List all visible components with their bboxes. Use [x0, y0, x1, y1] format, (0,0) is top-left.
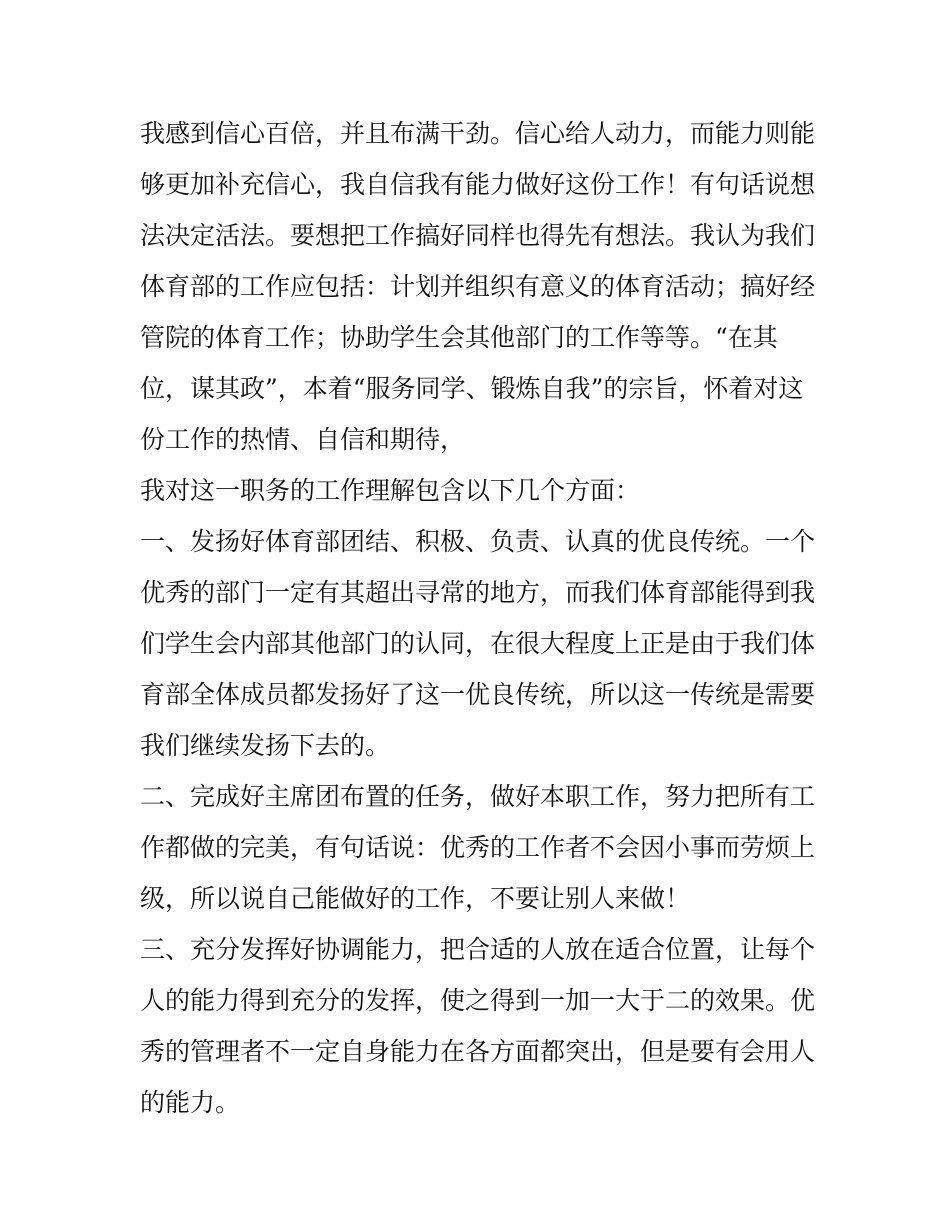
text-line: 二、完成好主席团布置的任务，做好本职工作，努力把所有工 [140, 782, 816, 811]
text-line: 体育部的工作应包括：计划并组织有意义的体育活动；搞好经 [140, 272, 816, 301]
text-line: 我对这一职务的工作理解包含以下几个方面： [140, 476, 641, 505]
text-line: 份工作的热情、自信和期待， [140, 425, 466, 454]
text-line: 秀的管理者不一定自身能力在各方面都突出，但是要有会用人 [140, 1037, 816, 1066]
text-line: 我感到信心百倍，并且布满干劲。信心给人动力，而能力则能 [140, 119, 816, 148]
text-line: 法决定活法。要想把工作搞好同样也得先有想法。我认为我们 [140, 221, 816, 250]
text-line: 育部全体成员都发扬好了这一优良传统，所以这一传统是需要 [140, 680, 816, 709]
document-body [140, 108, 820, 1128]
text-line: 们学生会内部其他部门的认同，在很大程度上正是由于我们体 [140, 629, 816, 658]
text-line: 我们继续发扬下去的。 [140, 731, 391, 760]
text-line: 人的能力得到充分的发挥，使之得到一加一大于二的效果。优 [140, 986, 816, 1015]
text-line: 三、充分发挥好协调能力，把合适的人放在适合位置，让每个 [140, 935, 816, 964]
text-line: 的能力。 [140, 1088, 241, 1117]
text-line: 一、发扬好体育部团结、积极、负责、认真的优良传统。一个 [140, 527, 816, 556]
text-line: 够更加补充信心，我自信我有能力做好这份工作！有句话说想 [140, 170, 816, 199]
text-line: 级，所以说自己能做好的工作，不要让别人来做！ [140, 884, 691, 913]
text-line: 优秀的部门一定有其超出寻常的地方，而我们体育部能得到我 [140, 578, 816, 607]
text-line: 管院的体育工作；协助学生会其他部门的工作等等。“在其 [140, 323, 778, 352]
text-line: 作都做的完美，有句话说：优秀的工作者不会因小事而劳烦上 [140, 833, 816, 862]
text-line: 位，谋其政”，本着“服务同学、锻炼自我”的宗旨，怀着对这 [140, 374, 804, 403]
